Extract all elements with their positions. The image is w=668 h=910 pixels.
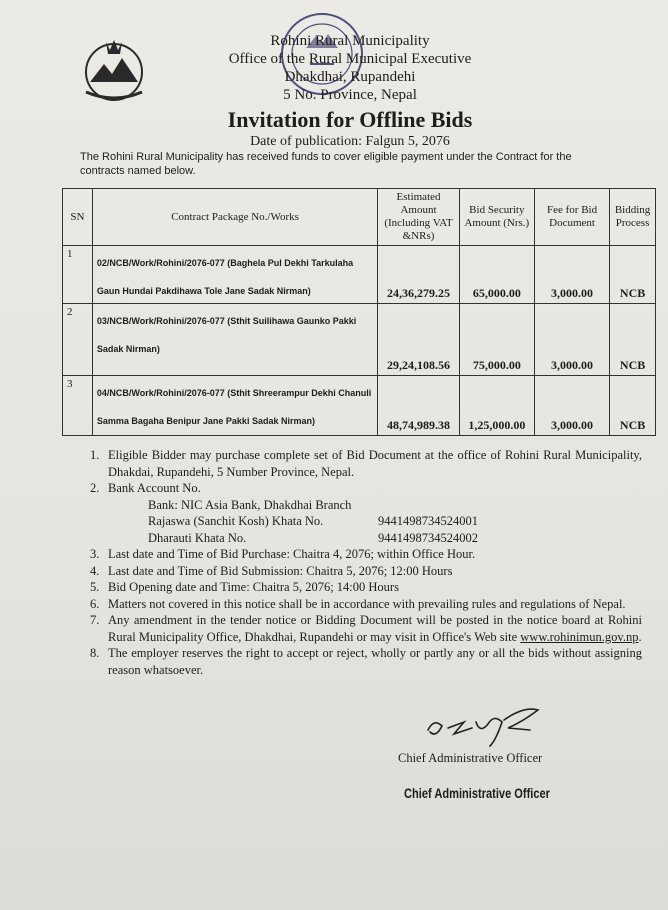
work-line-1: 03/NCB/Work/Rohini/2076-077 (Sthit Suilihawa Gaunko Pakki — [96, 316, 357, 326]
page-title: Invitation for Offline Bids — [227, 107, 473, 132]
nepal-emblem-logo — [76, 34, 152, 104]
row-work — [92, 246, 377, 304]
account-label: Dharauti Khata No. — [148, 530, 247, 545]
bank-account-row — [148, 513, 642, 530]
province: 5 No. Province, Nepal — [283, 87, 417, 103]
item-text: Eligible Bidder may purchase complete set of Bid Document at the office of Rohini Rural Municipality, Dhakdai, Rupandehi, 5 Number Province, Nepal. — [108, 448, 642, 479]
item-text: Bid Opening date and Time: Chaitra 5, 2076; 14:00 Hours — [108, 580, 399, 594]
office-location: Dhakdhai, Rupandehi — [284, 69, 416, 85]
row-security: 75,000.00 — [459, 304, 534, 376]
row-work — [92, 304, 377, 376]
col-sn: SN — [63, 189, 93, 246]
item-text: Matters not covered in this notice shall be in accordance with prevailing rules and regulations of Nepal. — [108, 596, 626, 611]
table-header-row — [63, 189, 656, 246]
municipality-name: Rohini Rural Municipality — [270, 33, 430, 49]
col-estimated: Estimated Amount (Including VAT &NRs) — [378, 189, 459, 246]
row-sn: 3 — [63, 376, 93, 436]
work-line-2: Gaun Hundai Pakdihawa Tole Jane Sadak Nirman) — [96, 286, 311, 296]
list-item: 6. Matters not covered in this notice shall be in accordance with prevailing rules and regulations of Nepal. — [90, 596, 642, 613]
notice-header — [150, 32, 550, 151]
contracts-table — [62, 188, 656, 436]
col-security: Bid Security Amount (Nrs.) — [459, 189, 534, 246]
row-fee: 3,000.00 — [534, 376, 609, 436]
list-item: 4. Last date and Time of Bid Submission: Chaitra 5, 2076; 12:00 Hours — [90, 563, 642, 580]
handwritten-signature — [420, 700, 550, 750]
row-sn: 1 — [63, 246, 93, 304]
row-fee: 3,000.00 — [534, 246, 609, 304]
work-line-1: 02/NCB/Work/Rohini/2076-077 (Baghela Pul Dekhi Tarkulaha — [96, 258, 354, 268]
account-number: 9441498734524001 — [378, 514, 478, 528]
row-process: NCB — [610, 246, 656, 304]
intro-paragraph: The Rohini Rural Municipality has received funds to cover eligible payment under the Contract for the contracts named below. — [80, 151, 572, 177]
row-estimated: 24,36,279.25 — [378, 246, 459, 304]
publication-date: Date of publication: Falgun 5, 2076 — [250, 134, 450, 149]
row-work — [92, 376, 377, 436]
office-name: Office of the Rural Municipal Executive — [228, 51, 472, 67]
row-process: NCB — [610, 304, 656, 376]
row-security: 1,25,000.00 — [459, 376, 534, 436]
row-security: 65,000.00 — [459, 246, 534, 304]
list-item: 5. Bid Opening date and Time: Chaitra 5, 2076; 14:00 Hours — [90, 579, 642, 596]
list-item: 8. The employer reserves the right to accept or reject, wholly or partly any or all the bids without assigning reason whatsoever. — [90, 646, 642, 677]
bank-details — [90, 497, 642, 547]
item-text: Last date and Time of Bid Purchase: Chaitra 4, 2076; within Office Hour. — [108, 547, 476, 561]
item-text: Last date and Time of Bid Submission: Chaitra 5, 2076; 12:00 Hours — [108, 563, 453, 578]
terms-list — [90, 447, 642, 678]
row-estimated: 48,74,989.38 — [378, 376, 459, 436]
table-row — [63, 246, 656, 304]
work-line-2: Samma Bagaha Benipur Jane Pakki Sadak Nirman) — [96, 416, 315, 426]
row-estimated: 29,24,108.56 — [378, 304, 459, 376]
officer-designation: Chief Administrative Officer — [398, 751, 543, 765]
work-line-1: 04/NCB/Work/Rohini/2076-077 (Sthit Shreerampur Dekhi Chanuli — [96, 388, 372, 398]
bank-account-row — [148, 530, 642, 547]
item-text: The employer reserves the right to accept or reject, wholly or partly any or all the bids without assigning reason whatsoever. — [108, 646, 642, 677]
list-item: 3. Last date and Time of Bid Purchase: Chaitra 4, 2076; within Office Hour. — [90, 546, 642, 563]
list-item: 7. Any amendment in the tender notice or Bidding Document will be posted in the notice board at Rohini Rural Municipality Office, Dhakdhai, Rupandehi or may visit in Office's Web site www.rohinimun.gov.np. — [90, 613, 642, 644]
list-item: 1. Eligible Bidder may purchase complete set of Bid Document at the office of Rohini Rural Municipality, Dhakdai, Rupandehi, 5 Number Province, Nepal. — [90, 448, 642, 479]
row-fee: 3,000.00 — [534, 304, 609, 376]
list-item: 2. Bank Account No. — [90, 480, 642, 497]
work-line-2: Sadak Nirman) — [96, 344, 160, 354]
website-link[interactable]: www.rohinimun.gov.np — [520, 629, 639, 644]
bank-name: Bank: NIC Asia Bank, Dhakdhai Branch — [148, 497, 352, 512]
col-fee: Fee for Bid Document — [534, 189, 609, 246]
item-text: Any amendment in the tender notice or Bidding Document will be posted in the notice board at Rohini Rural Municipality Office, Dhakdhai, Rupandehi or may visit in Office's Web site — [108, 613, 642, 644]
account-label: Rajaswa (Sanchit Kosh) Khata No. — [148, 514, 324, 528]
row-sn: 2 — [63, 304, 93, 376]
row-process: NCB — [610, 376, 656, 436]
table-row — [63, 376, 656, 436]
table-row — [63, 304, 656, 376]
col-package: Contract Package No./Works — [92, 189, 377, 246]
officer-stamp-text: Chief Administrative Officer — [404, 786, 550, 801]
account-number: 9441498734524002 — [378, 530, 478, 545]
item-text: Bank Account No. — [108, 481, 201, 495]
col-process: Bidding Process — [610, 189, 656, 246]
